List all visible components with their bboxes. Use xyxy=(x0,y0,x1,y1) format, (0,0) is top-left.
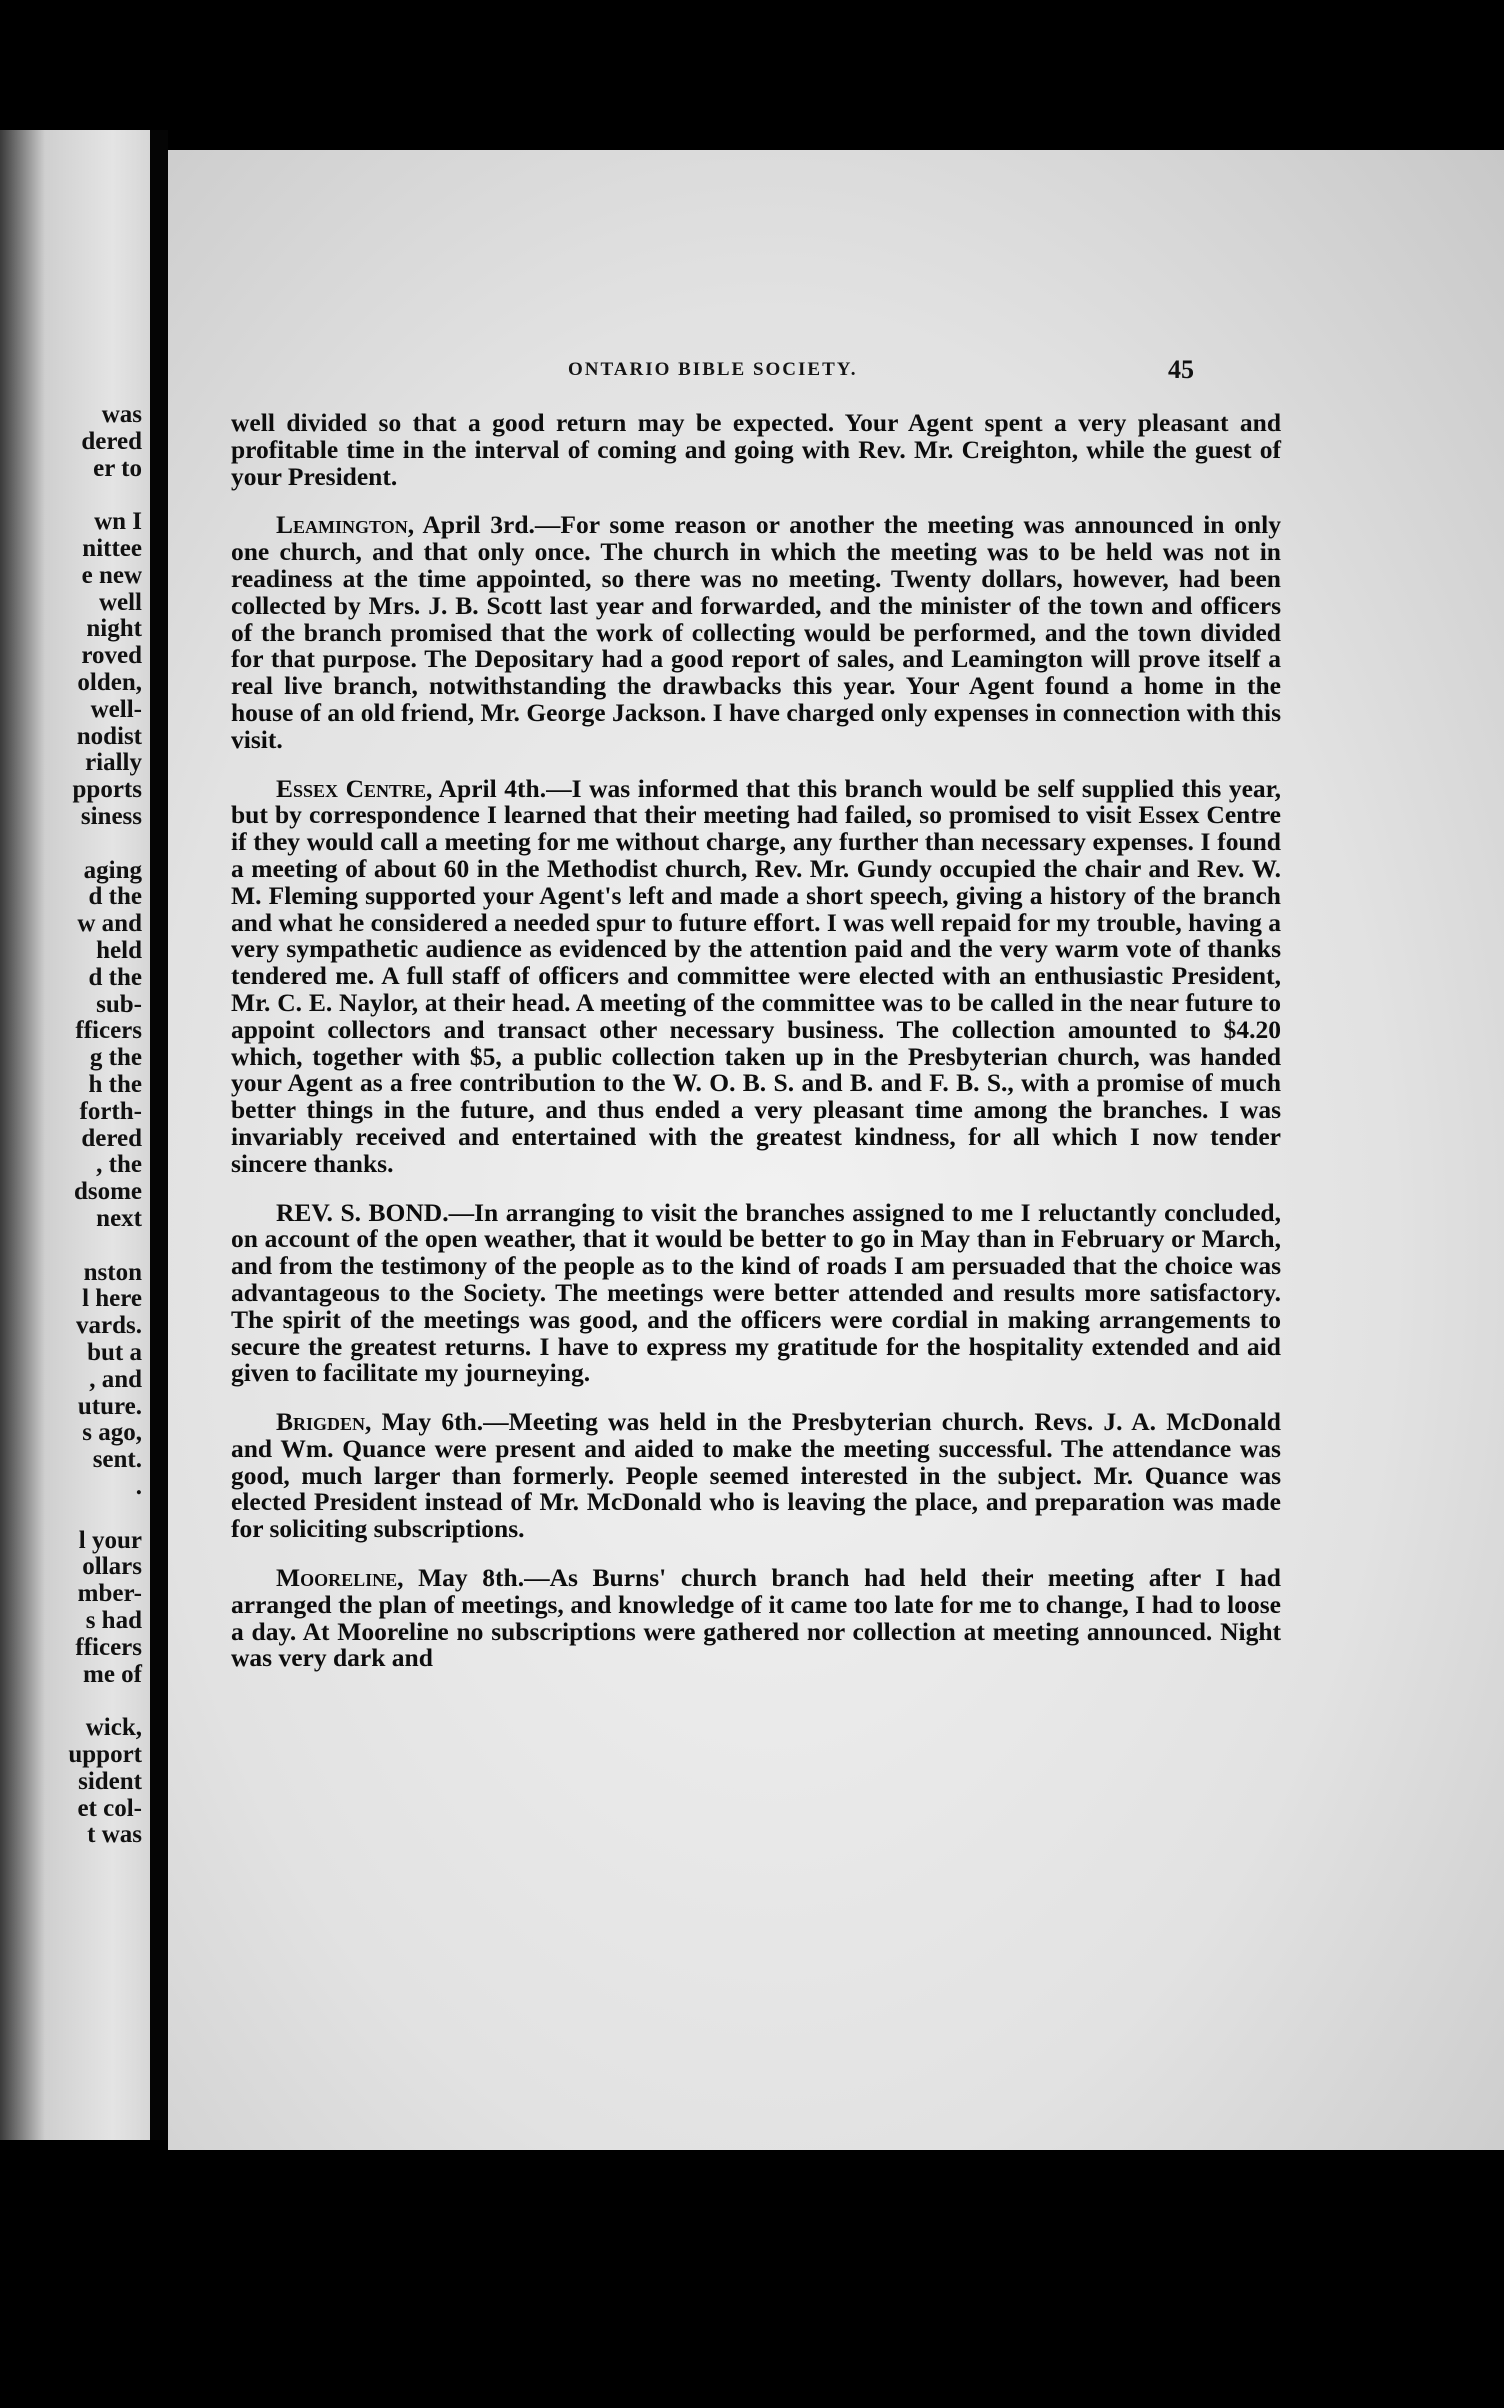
paragraph-lead: Brigden, xyxy=(276,1407,372,1437)
facing-page-fragment: s had xyxy=(85,1607,142,1634)
paragraph-text: May 6th.—Meeting was held in the Presbyterian church. Revs. J. A. McDonald and Wm. Quance were present and aided to make the meeting successful. The attendance was good, much larger than formerly. People seemed interested in the subject. Mr. Quance was elected President instead of Mr. McDonald who is leaving the place, and preparation was made for soliciting subscriptions. xyxy=(231,1407,1281,1544)
paragraph-mooreline xyxy=(231,1565,1281,1672)
facing-page-fragment: sent. xyxy=(92,1446,142,1474)
facing-page-fragment: vards. xyxy=(76,1312,142,1340)
facing-page-fragment: but a xyxy=(87,1339,142,1366)
paragraph-text: well divided so that a good return may be expected. Your Agent spent a very pleasant and profitable time in the interval of coming and going with Rev. Mr. Creighton, while the guest of your President. xyxy=(231,408,1281,491)
facing-page-fragment: er to xyxy=(93,454,142,482)
paragraph-text: May 8th.—As Burns' church branch had held their meeting after I had arranged the plan of meetings, and knowledge of it came too late for me to change, I had to loose a day. At Mooreline no subscriptions were gathered nor collection at meeting announced. Night was very dark and xyxy=(231,1563,1281,1673)
facing-page-fragment: wn I xyxy=(94,508,142,536)
facing-page-fragment: dered xyxy=(81,427,142,455)
running-head: ONTARIO BIBLE SOCIETY. xyxy=(568,359,858,380)
paragraph-text: —In arranging to visit the branches assigned to me I reluctantly concluded, on account of the open weather, that it would be better to go in May than in February or March, and from the testimony of the people as to the kind of roads I am persuaded that the choice was advantageous to the Society. The meetings were better attended and results more satisfactory. The spirit of the meetings was good, and the officers were cordial in making arrangements to secure the greatest returns. I have to express my gratitude for the hospitality extended and aid given to facilitate my journeying. xyxy=(231,1197,1281,1388)
paragraph-rev-bond xyxy=(231,1197,1281,1388)
paragraph-lead: Essex Centre, xyxy=(276,773,433,803)
facing-page-fragment: h the xyxy=(88,1071,142,1098)
facing-page-fragment: s ago, xyxy=(82,1419,142,1447)
facing-page-fragment: siness xyxy=(80,803,142,830)
facing-page-fragment: was xyxy=(101,401,142,428)
paragraph-text: April 3rd.—For some reason or another the meeting was announced in only one church, and that only once. The church in which the meeting was to be held was not in readiness at the time appointed, so there was no meeting. Twenty dollars, however, had been collected by Mrs. J. B. Scott last year and forwarded, and the minister of the town and officers of the branch promised that the work of collecting would be performed, and the town divided for that purpose. The Depositary had a good report of sales, and Leamington will prove itself a real live branch, notwithstanding the drawbacks this year. Your Agent found a home in the house of an old friend, Mr. George Jackson. I have charged only expenses in connection with this visit. xyxy=(231,510,1281,754)
facing-page xyxy=(0,130,150,2140)
paragraph-lead: Mooreline, xyxy=(276,1563,404,1593)
facing-page-fragment: me of xyxy=(83,1660,142,1688)
facing-page-fragment: e new xyxy=(81,561,142,589)
paragraph-leamington xyxy=(231,512,1281,753)
facing-page-fragment: night xyxy=(86,615,142,643)
book-gutter xyxy=(150,130,168,2140)
facing-page-fragment: nston xyxy=(83,1258,142,1286)
facing-page-fragment: wick, xyxy=(85,1714,142,1742)
facing-page-fragment: g the xyxy=(89,1044,142,1072)
paragraph-lead: Leamington, xyxy=(276,510,415,540)
facing-page-fragment: ollars xyxy=(82,1553,142,1581)
page-header xyxy=(168,355,1504,385)
page-number: 45 xyxy=(1168,355,1194,384)
facing-page-fragment: d the xyxy=(88,963,142,991)
facing-page-fragment: sub- xyxy=(96,990,142,1018)
paragraph-essex-centre xyxy=(231,773,1282,1178)
facing-page-fragment: held xyxy=(96,937,142,964)
facing-page-fragment: nittee xyxy=(82,535,142,562)
facing-page-fragment: next xyxy=(96,1205,142,1232)
facing-page-fragment: et col- xyxy=(77,1794,142,1822)
facing-page-fragment: well xyxy=(98,588,142,616)
paragraph-brigden xyxy=(231,1409,1281,1543)
paragraph-text: April 4th.—I was informed that this branch would be self supplied this year, but by correspondence I learned that their meeting had failed, so promised to visit Essex Centre if they would call a meeting for me without charge, any further than necessary expenses. I found a meeting of about 60 in the Methodist church, Rev. Mr. Gundy occupied the chair and Rev. W. M. Fleming supported your Agent's left and made a short speech, giving a history of the branch and what he considered a needed spur to future effort. I was well repaid for my trouble, having a very sympathetic audience as evidenced by the attention paid and the very warm vote of thanks tendered me. A full staff of officers and committee were elected with an enthusiastic President, Mr. C. E. Naylor, at their head. A meeting of the committee was to be called in the near future to appoint collectors and transact other necessary business. The collection amounted to $4.20 which, together with $5, a public collection taken up in the Presbyterian church, was handed your Agent as a free contribution to the W. O. B. S. and B. and F. B. S., with a promise of much better things in the future, and thus ended a very pleasant time among the branches. I was invariably received and entertained with the greatest kindness, for all which I now tender sincere thanks. xyxy=(231,773,1282,1178)
facing-page-fragment: upport xyxy=(68,1741,142,1768)
facing-page-fragment: olden, xyxy=(77,669,142,696)
facing-page-fragment: , and xyxy=(89,1365,142,1393)
facing-page-fragment: rially xyxy=(85,749,142,777)
facing-page-fragment: well- xyxy=(90,695,142,723)
facing-page-fragment: dered xyxy=(81,1124,142,1152)
facing-page-fragment: pports xyxy=(72,776,142,804)
facing-page-fragment: l your xyxy=(78,1526,142,1554)
facing-page-fragment: w and xyxy=(77,910,142,938)
facing-page-fragment: fficers xyxy=(75,1017,142,1045)
facing-page-fragment: uture. xyxy=(77,1392,142,1420)
body-text xyxy=(231,410,1281,1694)
facing-page-fragment: mber- xyxy=(77,1580,142,1608)
facing-page-fragment: forth- xyxy=(79,1097,142,1125)
facing-page-fragment: fficers xyxy=(75,1633,142,1661)
facing-page-fragment: , the xyxy=(96,1151,142,1179)
facing-page-fragment: l here xyxy=(82,1285,142,1313)
facing-page-fragment: dsome xyxy=(73,1178,142,1206)
paragraph-continuation xyxy=(231,410,1281,490)
facing-page-fragment: roved xyxy=(81,642,142,670)
facing-page-fragment: aging xyxy=(83,856,142,884)
facing-page-fragment: sident xyxy=(78,1767,142,1795)
facing-page-fragment: . xyxy=(135,1473,142,1500)
paragraph-lead: REV. S. BOND. xyxy=(276,1197,449,1227)
page xyxy=(168,150,1504,2150)
facing-page-fragment: d the xyxy=(88,883,142,911)
facing-page-fragment: nodist xyxy=(76,722,142,750)
facing-page-fragment: t was xyxy=(87,1821,142,1849)
